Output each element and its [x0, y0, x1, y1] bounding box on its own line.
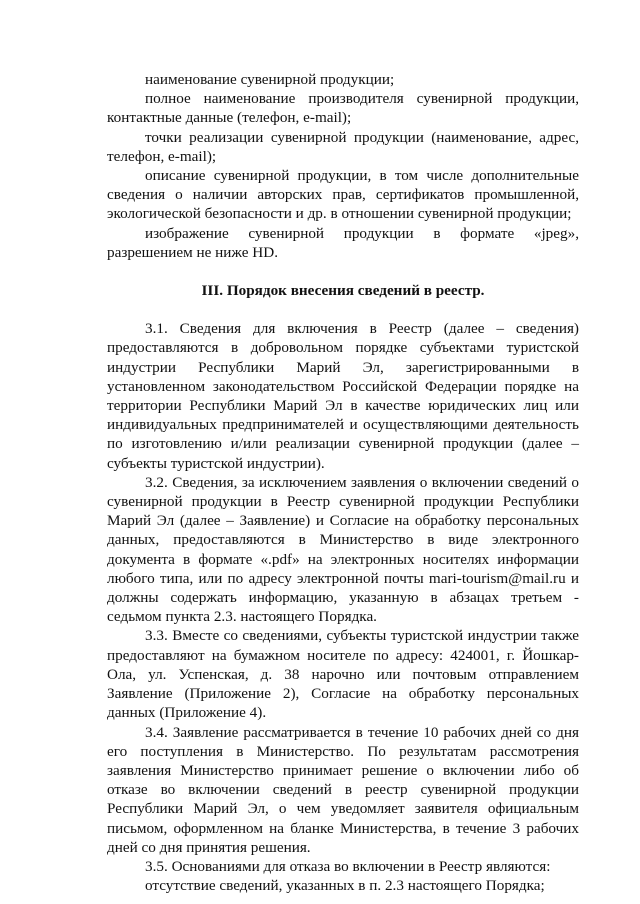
list-item: наименование сувенирной продукции; — [145, 71, 395, 88]
paragraph-3-2: 3.2. Сведения, за исключением заявления о включении сведений о сувенирной продукции в Реестр сувенирной продукции Республики Марий Эл (далее – Заявление) и Согласие на обработку персональных данных, предоставляются в Министерство в виде электронного документа в формате «.pdf» на электронных носителях информации любого типа, или по адресу электронной почты mari-tourism@mail.ru и должны содержать информацию, указанную в абзацах третьем - седьмом пункта 2.3. настоящего Порядка. — [107, 473, 579, 626]
paragraph-3-4: 3.4. Заявление рассматривается в течение 10 рабочих дней со дня его поступления в Министерство. По результатам рассмотрения заявления Министерство принимает решение о включении либо об отказе во включении сведений в реестр сувенирной продукции Республики Марий Эл, о чем уведомляет заявителя официальным письмом, оформленном на бланке Министерства, в течение 3 рабочих дней со дня принятия решения. — [107, 723, 579, 856]
paragraph-3-3: 3.3. Вместе со сведениями, субъекты туристской индустрии также предоставляют на бумажном носителе по адресу: 424001, г. Йошкар-Ола, ул. Успенская, д. 38 нарочно или почтовым отправлением Заявление (Приложение 2), Согласие на обработку персональных данных (Приложение 4). — [107, 627, 579, 722]
paragraph-3-1: 3.1. Сведения для включения в Реестр (далее – сведения) предоставляются в добровольном порядке субъектами туристской индустрии Республики Марий Эл, зарегистрированными в установленном законодательством Российской Федерации порядке на территории Республики Марий Эл в качестве юридических лиц или индивидуальных предпринимателей и осуществляющими деятельность по изготовлению и/или реализации сувенирной продукции (далее – субъекты туристской индустрии). — [107, 320, 579, 472]
list-item: точки реализации сувенирной продукции (наименование, адрес, телефон, e-mail); — [107, 128, 579, 165]
list-item: изображение сувенирной продукции в формате «jpeg», разрешением не ниже HD. — [107, 224, 579, 261]
list-item: полное наименование производителя сувенирной продукции, контактные данные (телефон, e-mail); — [107, 90, 579, 127]
list-item: описание сувенирной продукции, в том числе дополнительные сведения о наличии авторских прав, сертификатов промышленной, экологической безопасности и др. в отношении сувенирной продукции; — [107, 167, 579, 223]
paragraph-3-5: 3.5. Основаниями для отказа во включении в Реестр являются: — [145, 857, 551, 875]
section-heading: III. Порядок внесения сведений в реестр. — [201, 282, 485, 300]
list-item: отсутствие сведений, указанных в п. 2.3 настоящего Порядка; — [145, 877, 545, 895]
document-page — [107, 70, 579, 895]
